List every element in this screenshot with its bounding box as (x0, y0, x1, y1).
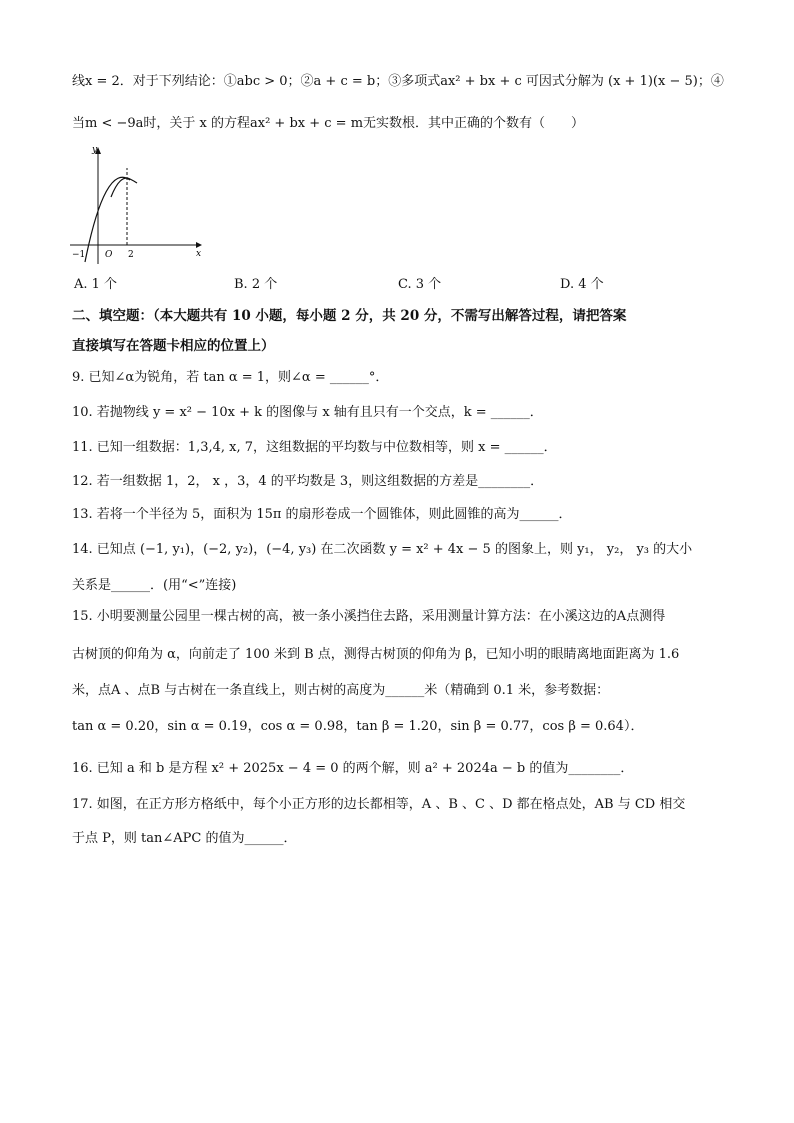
q17-line1: 17. 如图，在正方形方格纸中，每个小正方形的边长都相等，A 、B 、C 、D 都在格点处，AB 与 CD 相交 (72, 797, 686, 812)
option-c: C. 3 个 (398, 277, 442, 292)
q13: 13. 若将一个半径为 5，面积为 15π 的扇形卷成一个圆锥体，则此圆锥的高为______． (72, 507, 572, 522)
q11: 11. 已知一组数据：1,3,4, x, 7，这组数据的平均数与中位数相等，则 x = ______． (72, 440, 557, 455)
neg-one-label: −1 (72, 250, 86, 260)
q15-line2: 古树顶的仰角为 α，向前走了 100 米到 B 点，测得古树顶的仰角为 β，已知小明的眼睛离地面距离为 1.6 (72, 647, 680, 662)
q14-line2: 关系是______．(用“<”连接) (72, 578, 237, 593)
q15-line1: 15. 小明要测量公园里一棵古树的高，被一条小溪挡住去路，采用测量计算方法：在小溪这边的A点测得 (72, 609, 666, 624)
origin-label: O (105, 250, 113, 260)
q8-line2: 当m < −9a时，关于 x 的方程ax² + bx + c = m无实数根．其中正确的个数有（ ） (72, 116, 585, 131)
x-axis-label: x (196, 249, 202, 259)
q10: 10. 若抛物线 y = x² − 10x + k 的图像与 x 轴有且只有一个交点，k = ______． (72, 405, 543, 420)
parabola-graph (70, 142, 210, 266)
q16: 16. 已知 a 和 b 是方程 x² + 2025x − 4 = 0 的两个解，则 a² + 2024a − b 的值为________． (72, 761, 634, 776)
option-b: B. 2 个 (234, 277, 278, 292)
q17-line2: 于点 P，则 tan∠APC 的值为______． (72, 831, 297, 846)
q14-line1: 14. 已知点 (−1, y₁)，(−2, y₂)，(−4, y₃) 在二次函数 y = x² + 4x − 5 的图象上，则 y₁， y₂， y₃ 的大小 (72, 542, 693, 557)
option-d: D. 4 个 (560, 277, 604, 292)
q15-line3: 米，点A 、点B 与古树在一条直线上，则古树的高度为______米（精确到 0.1 米，参考数据： (72, 683, 610, 698)
option-a: A. 1 个 (74, 277, 118, 292)
section-heading-line1: 二、填空题：（本大题共有 10 小题，每小题 2 分，共 20 分，不需写出解答过程，请把答案 (72, 308, 627, 324)
two-label: 2 (128, 250, 134, 260)
y-axis-label: y (92, 145, 98, 155)
q9: 9. 已知∠α为锐角，若 tan α = 1，则∠α = ______°． (72, 370, 389, 385)
q12: 12. 若一组数据 1，2， x ，3，4 的平均数是 3，则这组数据的方差是________． (72, 474, 544, 489)
section-heading-line2: 直接填写在答题卡相应的位置上） (72, 338, 275, 354)
q8-line1: 线x = 2．对于下列结论：①abc > 0；②a + c = b；③多项式ax² + bx + c 可因式分解为 (x + 1)(x − 5)；④ (72, 74, 724, 89)
q15-line4: tan α = 0.20，sin α = 0.19，cos α = 0.98，tan β = 1.20，sin β = 0.77，cos β = 0.64）． (72, 719, 644, 734)
